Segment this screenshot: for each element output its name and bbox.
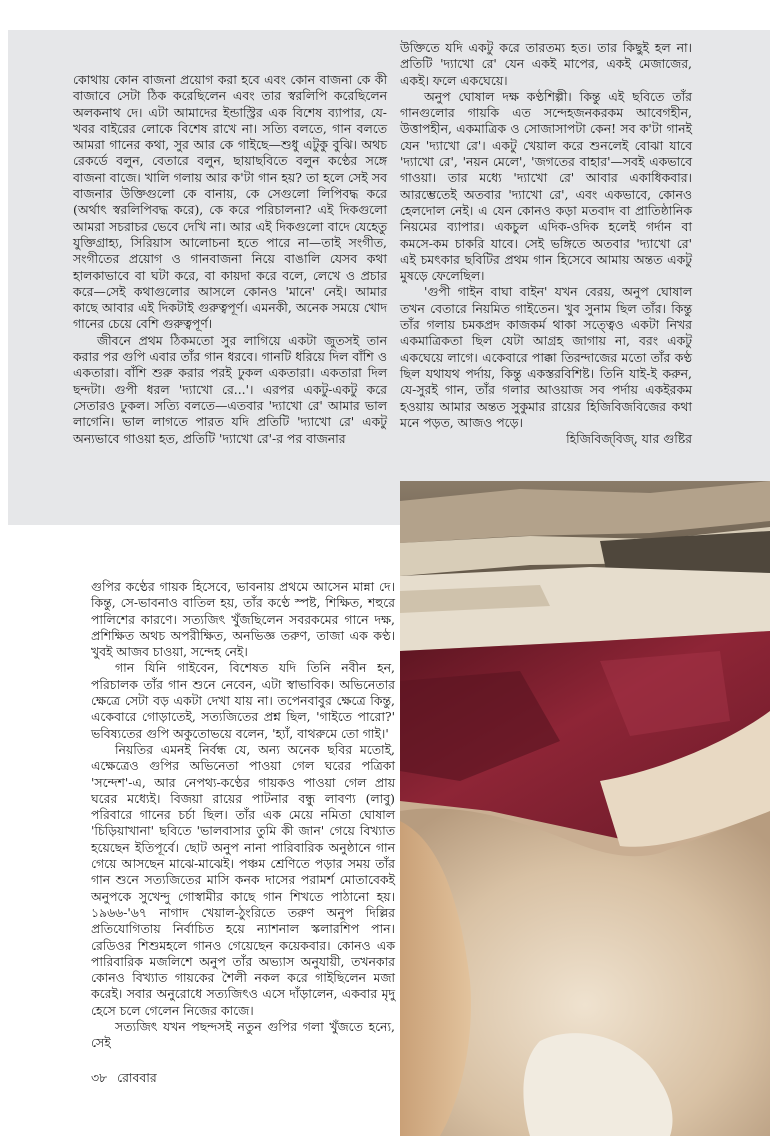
- paragraph: নিয়তির এমনই নির্বন্ধ যে, অন্য অনেক ছবির মতোই, এক্ষেত্রেও গুপির অভিনেতা পাওয়া গেল ঘরের পত্রিকা 'সন্দেশ'-এ, আর নেপথ্য-কণ্ঠের গায়কও পাওয়া গেল প্রায় ঘরের মধ্যেই। বিজয়া রায়ের পাটনার বন্ধু লাবণ্য (লাবু) পরিবারে গানের চর্চা ছিল। তাঁর এক মেয়ে নমিতা ঘোষাল 'চিড়িয়াখানা' ছবিতে 'ভালবাসার তুমি কী জান' গেয়ে বিখ্যাত হয়েছেন ইতিপূর্বে। ছোট অনুপ নানা পারিবারিক অনুষ্ঠানে গান গেয়ে আসছেন মাঝে-মাঝেই। পঞ্চম শ্রেণিতে পড়ার সময় তাঁর গান শুনে সত্যজিতের মাসি কনক দাসের পরামর্শ মোতাবেকই অনুপকে সুখেন্দু গোস্বামীর কাছে গান শিখতে পাঠানো হয়। ১৯৬৬-'৬৭ নাগাদ খেয়াল-ঠুংরিতে তরুণ অনুপ দিল্লির প্রতিযোগিতায় নির্বাচিত হয়ে ন্যাশনাল স্কলারশিপ পান। রেডিওর শিশুমহলে গানও গেয়েছেন কয়েকবার। কোনও এক পারিবারিক মজলিশে অনুপ তাঁর অভ্যাস অনুযায়ী, তখনকার কোনও বিখ্যাত গায়কের শৈলী নকল করে গাইছিলেন মজা করেই। সবার অনুরোধে সত্যজিৎও এসে দাঁড়ালেন, একবার মৃদু হেসে চলে গেলেন নিজের কাজে।: [91, 741, 395, 1018]
- paragraph: সত্যজিৎ যখন পছন্দসই নতুন গুপির গলা খুঁজতে হন্যে, সেই: [91, 1019, 395, 1051]
- article-column-1: [73, 72, 387, 447]
- column-continuation-line: হিজিবিজ্‌বিজ্‌, যার গুষ্টির: [566, 431, 692, 447]
- page-footer: [91, 1070, 157, 1090]
- page-number: ৩৮: [91, 1070, 108, 1085]
- article-column-3: [91, 579, 395, 1052]
- stacked-books-photo: [400, 481, 770, 1136]
- paragraph: কোথায় কোন বাজনা প্রয়োগ করা হবে এবং কোন বাজনা কে কী বাজাবে সেটা ঠিক করেছিলেন এবং তার স্বরলিপি করেছিলেন অলকনাথ দে। এটা আমাদের ইন্ডাস্ট্রির এক বিশেষ ব্যাপার, যে-খবর বাইরের লোকে বিশেষ রাখে না। সত্যি বলতে, গান বলতে আমরা গানের কথা, সুর আর কে গাইছে—শুধু এটুকু বুঝি। অথচ রেকর্ডে বলুন, বেতারে বলুন, ছায়াছবিতে বলুন কণ্ঠের সঙ্গে বাজনা বাজে। খালি গলায় আর ক'টা গান হয়? তা হলে সেই সব বাজনার উক্তিগুলো কে বানায়, কে সেগুলো লিপিবদ্ধ করে (অর্থাৎ স্বরলিপিবদ্ধ করে), কে করে পরিচালনা? এই দিকগুলো আমরা সচরাচর ভেবে দেখি না। আর এই দিকগুলো বাদে যেহেতু যুক্তিগ্রাহ্য, সিরিয়াস আলোচনা হতে পারে না—তাই সংগীত, সংগীতের প্রয়োগ ও গানবাজনা নিয়ে বাঙালি যেসব কথা হালকাভাবে বা ঘটা করে, বা কায়দা করে বলে, লেখে ও প্রচার করে—সেই কথাগুলোর আসলে কোনও 'মানে' নেই। আমার কাছে আবার এই দিকটাই গুরুত্বপূর্ণ। এমনকী, অনেক সময়ে খোদ গানের চেয়ে বেশি গুরুত্বপূর্ণ।: [73, 72, 387, 332]
- paragraph: অনুপ ঘোষাল দক্ষ কণ্ঠশিল্পী। কিন্তু এই ছবিতে তাঁর গানগুলোর গায়কি এত সন্দেহজনকরকম আবেগহীন, উত্তাপহীন, একমাত্রিক ও সোজাসাপটা কেন! সব ক'টা গানই যেন 'দ্যাখো রে'। একটু খেয়াল করে শুনলেই বোঝা যাবে 'দ্যাখো রে', 'নয়ন মেলে', 'জগতের বাহার'—সবই একভাবে গাওয়া। তার মধ্যে 'দ্যাখো রে' আবার একাধিকবার। আরম্ভেতেই অতবার 'দ্যাখো রে', এবং একভাবে, কোনও হেলদোল নেই। এ যেন কোনও কড়া মতবাদ বা প্রাতিষ্ঠানিক নিয়মের ব্যাপার। একচুল এদিক-ওদিক হলেই গর্দান বা কমসে-কম চাকরি যাবে। সেই ভঙ্গিতে অতবার 'দ্যাখো রে' এই চমৎকার ছবিটির প্রথম গান হিসেবে আমায় অন্তত একটু মুষড়ে ফেলেছিল।: [400, 88, 692, 284]
- paragraph: গান যিনি গাইবেন, বিশেষত যদি তিনি নবীন হন, পরিচালক তাঁর গান শুনে নেবেন, এটা স্বাভাবিক। অভিনেতার ক্ষেত্রে সেটা বড় একটা দেখা যায় না। তপেনবাবুর ক্ষেত্রে কিন্তু, একেবারে গোড়াতেই, সত্যজিতের প্রশ্ন ছিল, 'গাইতে পারো?' ভবিষ্যতের গুপি অকুতোভয়ে বলেন, 'হ্যাঁ, বাথরুমে তো গাই।': [91, 660, 395, 741]
- paragraph: 'গুপী গাইন বাঘা বাইন' যখন বেরয়, অনুপ ঘোষাল তখন বেতারে নিয়মিত গাইতেন। খুব সুনাম ছিল তাঁর। কিন্তু তাঁর গলায় চমকপ্রদ কাজকর্ম থাকা সত্ত্বেও একটা নিখর একমাত্রিকতা ছিল যেটা আগ্রহ জাগায় না, বরং একটু একঘেয়ে লাগে। একেবারে পাক্কা তিরন্দাজের মতো তাঁর কণ্ঠ ছিল যথাযথ পর্দায়, কিন্তু একস্তরবিশিষ্ট। তিনি যাই-ই করুন, যে-সুরই গান, তাঁর গলার আওয়াজ সব পর্দায় একইরকম হওয়ায় আমার অন্তত সুকুমার রায়ের হিজিবিজবিজের কথা মনে পড়ত, আজও পড়ে।: [400, 284, 692, 430]
- photo-illustration: [400, 481, 770, 1136]
- paragraph: গুপির কণ্ঠের গায়ক হিসেবে, ভাবনায় প্রথমে আসেন মান্না দে। কিন্তু, সে-ভাবনাও বাতিল হয়, তাঁর কণ্ঠে স্পষ্ট, শিক্ষিত, শহুরে পালিশের কারণে। সত্যজিৎ খুঁজছিলেন সবরকমের গানে দক্ষ, প্রশিক্ষিত অথচ অপরীক্ষিত, অনভিজ্ঞ তরুণ, তাজা এক কণ্ঠ। খুবই আজব চাওয়া, সন্দেহ নেই।: [91, 579, 395, 660]
- paragraph: উক্তিতে যদি একটু করে তারতম্য হত। তার কিছুই হল না। প্রতিটি 'দ্যাখো রে' যেন একই মাপের, একই মেজাজের, একই। ফলে একঘেয়ে।: [400, 40, 692, 88]
- article-column-2: [400, 40, 692, 447]
- paragraph: জীবনে প্রথম ঠিকমতো সুর লাগিয়ে একটা জুতসই তান করার পর গুপি এবার তাঁর গান ধরবে। গানটি ধরিয়ে দিল বাঁশি ও একতারা। বাঁশি শুরু করার পরই ঢুকল একতারা। একতারা দিল ছন্দটা। গুপী ধরল 'দ্যাখো রে...'। এরপর একটু-একটু করে সেতারও ঢুকল। সত্যি বলতে—এতবার 'দ্যাখো রে' আমার ভাল লাগেনি। ভাল লাগতে পারত যদি প্রতিটি 'দ্যাখো রে' একটু অন্যভাবে গাওয়া হত, প্রতিটি 'দ্যাখো রে'-র পর বাজনার: [73, 332, 387, 446]
- magazine-name: রোববার: [117, 1070, 157, 1085]
